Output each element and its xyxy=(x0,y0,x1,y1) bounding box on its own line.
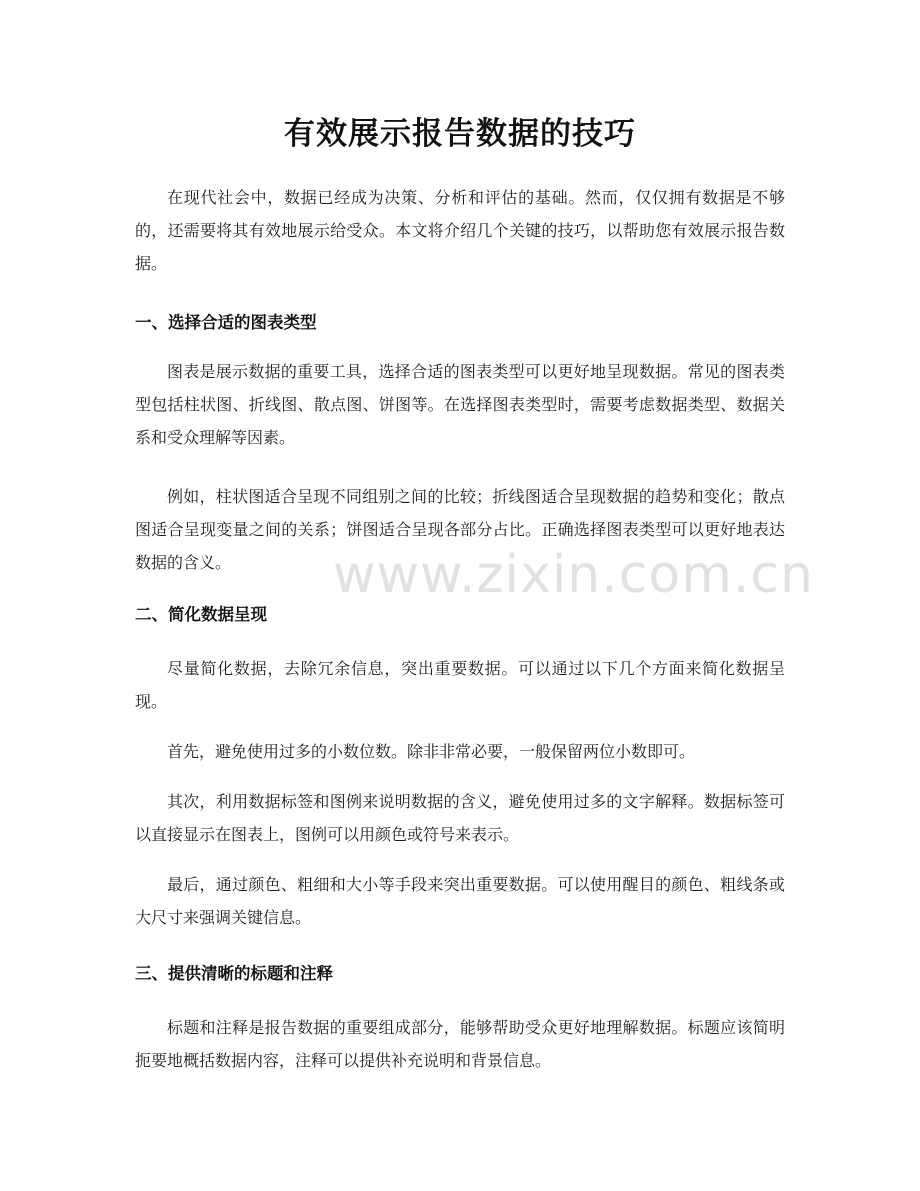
section2-paragraph-3: 其次，利用数据标签和图例来说明数据的含义，避免使用过多的文字解释。数据标签可以直接显示在图表上，图例可以用颜色或符号来表示。 xyxy=(135,792,785,844)
intro-paragraph: 在现代社会中，数据已经成为决策、分析和评估的基础。然而，仅仅拥有数据是不够的，还需要将其有效地展示给受众。本文将介绍几个关键的技巧，以帮助您有效展示报告数据。 xyxy=(135,188,785,273)
section3-paragraph-1: 标题和注释是报告数据的重要组成部分，能够帮助受众更好地理解数据。标题应该简明扼要地概括数据内容，注释可以提供补充说明和背景信息。 xyxy=(135,1018,785,1070)
section2-paragraph-2: 首先，避免使用过多的小数位数。除非非常必要，一般保留两位小数即可。 xyxy=(167,742,696,761)
section2-paragraph-4: 最后，通过颜色、粗细和大小等手段来突出重要数据。可以使用醒目的颜色、粗线条或大尺寸来强调关键信息。 xyxy=(135,875,785,927)
section2-paragraph-1: 尽量简化数据，去除冗余信息，突出重要数据。可以通过以下几个方面来简化数据呈现。 xyxy=(135,659,785,711)
section1-paragraph-2: 例如，柱状图适合呈现不同组别之间的比较；折线图适合呈现数据的趋势和变化；散点图适合呈现变量之间的关系；饼图适合呈现各部分占比。正确选择图表类型可以更好地表达数据的含义。 xyxy=(135,487,785,572)
page-title: 有效展示报告数据的技巧 xyxy=(284,116,636,152)
section-heading-2: 二、简化数据呈现 xyxy=(135,605,267,624)
section-heading-1: 一、选择合适的图表类型 xyxy=(135,313,317,332)
watermark-text: www.zixin.com.cn xyxy=(333,545,814,605)
section-heading-3: 三、提供清晰的标题和注释 xyxy=(135,964,333,983)
section1-paragraph-1: 图表是展示数据的重要工具，选择合适的图表类型可以更好地呈现数据。常见的图表类型包括柱状图、折线图、散点图、饼图等。在选择图表类型时，需要考虑数据类型、数据关系和受众理解等因素。 xyxy=(135,362,785,447)
